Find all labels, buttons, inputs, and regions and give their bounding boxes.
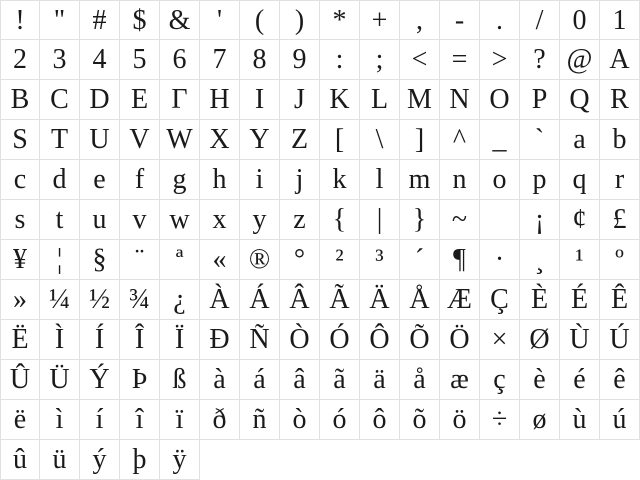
- glyph-cell[interactable]: Ú: [600, 320, 640, 360]
- glyph-cell[interactable]: h: [200, 160, 240, 200]
- glyph-cell[interactable]: ü: [40, 440, 80, 480]
- glyph-cell[interactable]: Y: [240, 120, 280, 160]
- glyph-cell[interactable]: M: [400, 80, 440, 120]
- glyph-cell[interactable]: &: [160, 0, 200, 40]
- glyph-cell[interactable]: õ: [400, 400, 440, 440]
- glyph-cell[interactable]: Ð: [200, 320, 240, 360]
- glyph-cell[interactable]: Ï: [160, 320, 200, 360]
- glyph-cell[interactable]: w: [160, 200, 200, 240]
- glyph-cell[interactable]: ¦: [40, 240, 80, 280]
- glyph-cell[interactable]: Í: [80, 320, 120, 360]
- glyph-cell[interactable]: þ: [120, 440, 160, 480]
- glyph-cell[interactable]: ²: [320, 240, 360, 280]
- glyph-cell[interactable]: j: [280, 160, 320, 200]
- glyph-cell[interactable]: ¸: [520, 240, 560, 280]
- glyph-cell[interactable]: Ñ: [240, 320, 280, 360]
- glyph-cell[interactable]: ø: [520, 400, 560, 440]
- glyph-row: [0, 40, 640, 80]
- glyph-row: [0, 120, 640, 160]
- glyph-cell[interactable]: >: [480, 40, 520, 80]
- glyph-cell[interactable]: ½: [80, 280, 120, 320]
- glyph-cell[interactable]: 7: [200, 40, 240, 80]
- glyph-cell[interactable]: ù: [560, 400, 600, 440]
- glyph-cell[interactable]: 4: [80, 40, 120, 80]
- glyph-cell[interactable]: ~: [440, 200, 480, 240]
- glyph-row: [0, 320, 640, 360]
- glyph-cell[interactable]: ª: [160, 240, 200, 280]
- glyph-cell[interactable]: º: [600, 240, 640, 280]
- glyph-cell[interactable]: ": [40, 0, 80, 40]
- glyph-cell[interactable]: ;: [360, 40, 400, 80]
- glyph-cell[interactable]: Ü: [40, 360, 80, 400]
- glyph-row: [0, 160, 640, 200]
- glyph-cell[interactable]: §: [80, 240, 120, 280]
- glyph-cell[interactable]: v: [120, 200, 160, 240]
- glyph-cell[interactable]: H: [200, 80, 240, 120]
- glyph-cell[interactable]: P: [520, 80, 560, 120]
- glyph-cell[interactable]: Q: [560, 80, 600, 120]
- glyph-cell[interactable]: ó: [320, 400, 360, 440]
- glyph-cell[interactable]: `: [520, 120, 560, 160]
- glyph-cell[interactable]: 2: [0, 40, 40, 80]
- glyph-cell[interactable]: S: [0, 120, 40, 160]
- glyph-cell[interactable]: Ê: [600, 280, 640, 320]
- glyph-cell[interactable]: «: [200, 240, 240, 280]
- glyph-cell[interactable]: =: [440, 40, 480, 80]
- glyph-cell[interactable]: T: [40, 120, 80, 160]
- glyph-cell[interactable]: $: [120, 0, 160, 40]
- glyph-cell[interactable]: Û: [0, 360, 40, 400]
- glyph-row: [0, 0, 640, 40]
- glyph-cell[interactable]: ¨: [120, 240, 160, 280]
- glyph-cell[interactable]: ¡: [520, 200, 560, 240]
- glyph-cell[interactable]: ÷: [480, 400, 520, 440]
- glyph-row: [0, 400, 640, 440]
- glyph-cell[interactable]: o: [480, 160, 520, 200]
- glyph-cell[interactable]: L: [360, 80, 400, 120]
- glyph-cell[interactable]: Á: [240, 280, 280, 320]
- glyph-cell[interactable]: c: [0, 160, 40, 200]
- glyph-cell[interactable]: ?: [520, 40, 560, 80]
- glyph-cell[interactable]: ¾: [120, 280, 160, 320]
- glyph-cell[interactable]: Ç: [480, 280, 520, 320]
- glyph-cell[interactable]: Æ: [440, 280, 480, 320]
- glyph-cell[interactable]: Ù: [560, 320, 600, 360]
- glyph-cell[interactable]: ®: [240, 240, 280, 280]
- glyph-cell[interactable]: Ó: [320, 320, 360, 360]
- glyph-cell[interactable]: Î: [120, 320, 160, 360]
- glyph-cell[interactable]: ): [280, 0, 320, 40]
- glyph-cell[interactable]: Ý: [80, 360, 120, 400]
- glyph-cell[interactable]: ú: [600, 400, 640, 440]
- glyph-cell[interactable]: á: [240, 360, 280, 400]
- glyph-cell[interactable]: _: [480, 120, 520, 160]
- glyph-cell[interactable]: ÿ: [160, 440, 200, 480]
- glyph-cell[interactable]: è: [520, 360, 560, 400]
- glyph-cell[interactable]: Γ: [160, 80, 200, 120]
- glyph-cell[interactable]: ]: [400, 120, 440, 160]
- glyph-cell[interactable]: e: [80, 160, 120, 200]
- glyph-cell[interactable]: â: [280, 360, 320, 400]
- glyph-cell[interactable]: X: [200, 120, 240, 160]
- glyph-cell[interactable]: }: [400, 200, 440, 240]
- glyph-cell[interactable]: Ö: [440, 320, 480, 360]
- glyph-cell[interactable]: ¿: [160, 280, 200, 320]
- glyph-cell[interactable]: Þ: [120, 360, 160, 400]
- glyph-cell[interactable]: ë: [0, 400, 40, 440]
- glyph-cell[interactable]: K: [320, 80, 360, 120]
- glyph-cell[interactable]: @: [560, 40, 600, 80]
- glyph-cell[interactable]: Z: [280, 120, 320, 160]
- glyph-cell[interactable]: Ò: [280, 320, 320, 360]
- glyph-cell[interactable]: ô: [360, 400, 400, 440]
- glyph-cell[interactable]: f: [120, 160, 160, 200]
- glyph-cell[interactable]: !: [0, 0, 40, 40]
- glyph-cell[interactable]: 1: [600, 0, 640, 40]
- glyph-cell[interactable]: r: [600, 160, 640, 200]
- glyph-cell[interactable]: û: [0, 440, 40, 480]
- glyph-cell[interactable]: m: [400, 160, 440, 200]
- glyph-cell[interactable]: À: [200, 280, 240, 320]
- glyph-cell[interactable]: a: [560, 120, 600, 160]
- glyph-cell[interactable]: 8: [240, 40, 280, 80]
- glyph-cell[interactable]: #: [80, 0, 120, 40]
- glyph-cell[interactable]: (: [240, 0, 280, 40]
- glyph-cell[interactable]: g: [160, 160, 200, 200]
- glyph-cell[interactable]: ´: [400, 240, 440, 280]
- glyph-cell[interactable]: ³: [360, 240, 400, 280]
- glyph-cell[interactable]: ×: [480, 320, 520, 360]
- glyph-cell[interactable]: I: [240, 80, 280, 120]
- glyph-cell[interactable]: N: [440, 80, 480, 120]
- glyph-cell[interactable]: ß: [160, 360, 200, 400]
- glyph-row: [0, 80, 640, 120]
- glyph-cell[interactable]: Ì: [40, 320, 80, 360]
- glyph-cell[interactable]: î: [120, 400, 160, 440]
- glyph-cell[interactable]: È: [520, 280, 560, 320]
- glyph-cell[interactable]: 5: [120, 40, 160, 80]
- glyph-cell-blank[interactable]: [480, 200, 520, 240]
- glyph-cell[interactable]: £: [600, 200, 640, 240]
- glyph-cell[interactable]: /: [520, 0, 560, 40]
- glyph-cell[interactable]: z: [280, 200, 320, 240]
- glyph-row: [0, 440, 640, 480]
- glyph-cell[interactable]: \: [360, 120, 400, 160]
- glyph-row: [0, 360, 640, 400]
- glyph-cell[interactable]: A: [600, 40, 640, 80]
- glyph-cell[interactable]: +: [360, 0, 400, 40]
- glyph-cell[interactable]: ¥: [0, 240, 40, 280]
- glyph-cell[interactable]: Ã: [320, 280, 360, 320]
- glyph-cell[interactable]: ã: [320, 360, 360, 400]
- glyph-cell[interactable]: ò: [280, 400, 320, 440]
- glyph-cell[interactable]: 0: [560, 0, 600, 40]
- glyph-cell[interactable]: s: [0, 200, 40, 240]
- glyph-cell[interactable]: :: [320, 40, 360, 80]
- glyph-cell[interactable]: {: [320, 200, 360, 240]
- glyph-cell[interactable]: ï: [160, 400, 200, 440]
- glyph-cell[interactable]: ¢: [560, 200, 600, 240]
- glyph-cell[interactable]: *: [320, 0, 360, 40]
- glyph-cell[interactable]: D: [80, 80, 120, 120]
- glyph-cell[interactable]: Å: [400, 280, 440, 320]
- glyph-cell[interactable]: E: [120, 80, 160, 120]
- glyph-cell[interactable]: U: [80, 120, 120, 160]
- glyph-cell[interactable]: Ô: [360, 320, 400, 360]
- glyph-cell[interactable]: 6: [160, 40, 200, 80]
- glyph-cell[interactable]: Â: [280, 280, 320, 320]
- glyph-cell[interactable]: ö: [440, 400, 480, 440]
- glyph-cell[interactable]: ·: [480, 240, 520, 280]
- glyph-cell[interactable]: ,: [400, 0, 440, 40]
- glyph-cell[interactable]: å: [400, 360, 440, 400]
- glyph-cell[interactable]: q: [560, 160, 600, 200]
- glyph-cell[interactable]: æ: [440, 360, 480, 400]
- glyph-cell[interactable]: <: [400, 40, 440, 80]
- glyph-cell[interactable]: k: [320, 160, 360, 200]
- glyph-cell[interactable]: í: [80, 400, 120, 440]
- glyph-cell[interactable]: ê: [600, 360, 640, 400]
- glyph-cell[interactable]: 9: [280, 40, 320, 80]
- glyph-cell[interactable]: b: [600, 120, 640, 160]
- glyph-cell[interactable]: 3: [40, 40, 80, 80]
- glyph-cell[interactable]: d: [40, 160, 80, 200]
- glyph-cell[interactable]: »: [0, 280, 40, 320]
- glyph-cell[interactable]: |: [360, 200, 400, 240]
- glyph-cell[interactable]: °: [280, 240, 320, 280]
- glyph-row: [0, 200, 640, 240]
- glyph-cell[interactable]: i: [240, 160, 280, 200]
- glyph-cell[interactable]: ç: [480, 360, 520, 400]
- glyph-row: [0, 240, 640, 280]
- glyph-cell[interactable]: p: [520, 160, 560, 200]
- glyph-cell[interactable]: ä: [360, 360, 400, 400]
- glyph-cell[interactable]: ': [200, 0, 240, 40]
- glyph-cell[interactable]: ñ: [240, 400, 280, 440]
- glyph-cell[interactable]: -: [440, 0, 480, 40]
- glyph-cell[interactable]: ì: [40, 400, 80, 440]
- glyph-cell[interactable]: ^: [440, 120, 480, 160]
- glyph-cell[interactable]: .: [480, 0, 520, 40]
- glyph-cell[interactable]: V: [120, 120, 160, 160]
- glyph-cell[interactable]: Ø: [520, 320, 560, 360]
- glyph-cell[interactable]: y: [240, 200, 280, 240]
- glyph-cell[interactable]: à: [200, 360, 240, 400]
- glyph-cell[interactable]: ð: [200, 400, 240, 440]
- glyph-cell[interactable]: Õ: [400, 320, 440, 360]
- glyph-cell[interactable]: O: [480, 80, 520, 120]
- glyph-cell[interactable]: é: [560, 360, 600, 400]
- glyph-cell[interactable]: Ë: [0, 320, 40, 360]
- glyph-cell[interactable]: J: [280, 80, 320, 120]
- glyph-cell[interactable]: ý: [80, 440, 120, 480]
- glyph-cell[interactable]: n: [440, 160, 480, 200]
- glyph-cell[interactable]: ¶: [440, 240, 480, 280]
- glyph-cell[interactable]: R: [600, 80, 640, 120]
- glyph-cell[interactable]: u: [80, 200, 120, 240]
- glyph-cell[interactable]: ¼: [40, 280, 80, 320]
- glyph-cell[interactable]: É: [560, 280, 600, 320]
- glyph-cell[interactable]: C: [40, 80, 80, 120]
- glyph-cell[interactable]: Ä: [360, 280, 400, 320]
- glyph-cell[interactable]: B: [0, 80, 40, 120]
- glyph-cell[interactable]: ¹: [560, 240, 600, 280]
- glyph-cell[interactable]: x: [200, 200, 240, 240]
- glyph-cell[interactable]: l: [360, 160, 400, 200]
- glyph-cell[interactable]: t: [40, 200, 80, 240]
- glyph-cell[interactable]: W: [160, 120, 200, 160]
- glyph-cell[interactable]: [: [320, 120, 360, 160]
- glyph-row: [0, 280, 640, 320]
